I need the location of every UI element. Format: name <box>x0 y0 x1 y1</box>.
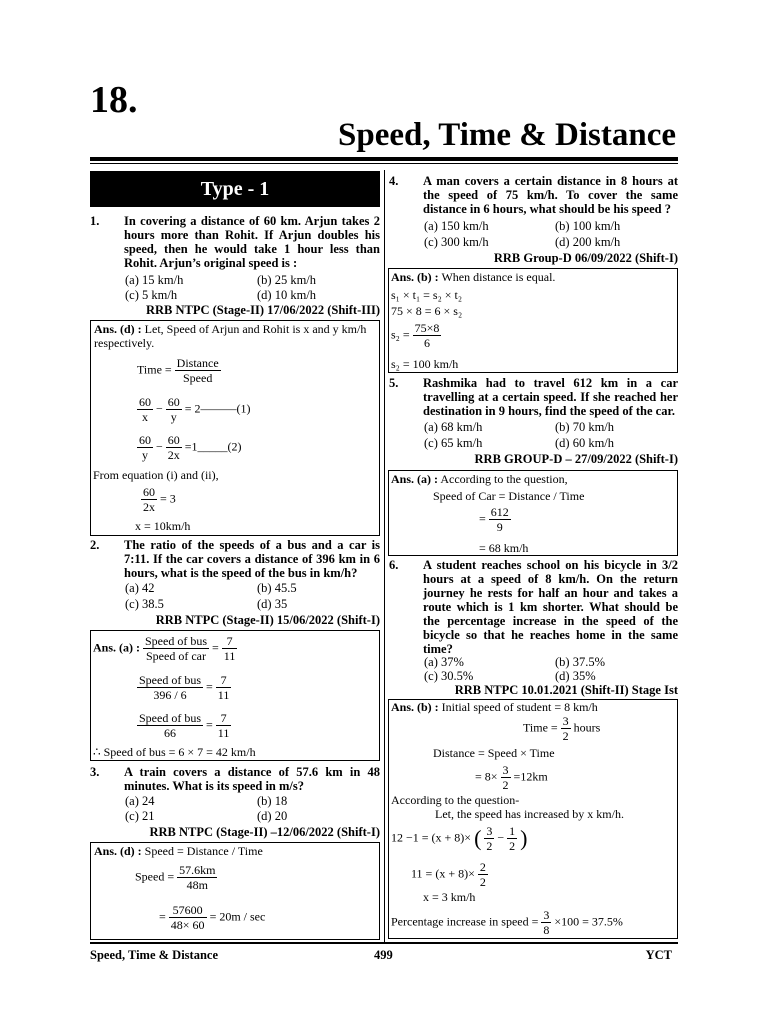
denominator: 11 <box>217 688 230 702</box>
option: (d) 20 <box>257 809 288 823</box>
numerator: 60 <box>139 395 151 409</box>
numerator: 2 <box>479 860 486 874</box>
fraction <box>177 863 217 892</box>
option: (d) 200 km/h <box>555 235 621 249</box>
numerator: 60 <box>143 485 155 499</box>
chapter-title: Speed, Time & Distance <box>338 117 676 153</box>
fraction <box>541 908 551 937</box>
numerator: 60 <box>167 395 180 409</box>
option: (c) 5 km/h <box>125 288 178 302</box>
operator: − <box>156 401 163 416</box>
equation-1 <box>137 395 251 424</box>
numerator: 7 <box>216 673 232 688</box>
option: (a) 150 km/h <box>424 219 489 233</box>
formula-lhs: Speed = <box>135 869 175 884</box>
equation-rhs: =1_____(2) <box>184 439 242 454</box>
equation-rhs: = 2———(1) <box>184 401 251 416</box>
fraction <box>141 485 157 514</box>
numerator: 3 <box>486 824 493 838</box>
title-rule-thin <box>90 163 678 164</box>
column-divider <box>384 170 385 942</box>
option: (c) 65 km/h <box>424 436 483 450</box>
footer-chapter: Speed, Time & Distance <box>90 948 219 962</box>
answer-label: Ans. (a) : <box>391 472 438 486</box>
formula-lhs: Time = <box>137 362 172 377</box>
question-2 <box>90 538 380 580</box>
unit: hours <box>573 720 601 735</box>
time-formula <box>137 356 221 385</box>
fraction <box>507 824 517 853</box>
speed-calc-2 <box>159 903 265 932</box>
option: (c) 300 km/h <box>424 235 489 249</box>
equation-rhs: ×100 = 37.5% <box>554 914 623 929</box>
footer-rule <box>90 942 678 944</box>
denominator: 66 <box>164 726 176 740</box>
option: (b) 100 km/h <box>555 219 621 233</box>
open-paren: ( <box>474 825 482 851</box>
speed-fraction <box>479 505 511 534</box>
formula-lhs: 12 −1 = (x + 8)× <box>391 830 472 845</box>
exam-source: RRB NTPC (Stage-II) 17/06/2022 (Shift-III) <box>145 303 380 317</box>
question-text: A man covers a certain distance in 8 hours at the speed of 75 km/h. To cover the same distance in 6 hours, what should be his speed ? <box>423 174 678 216</box>
fraction <box>413 321 442 350</box>
numerator: Speed of bus <box>145 634 207 648</box>
formula-line: Speed of Car = Distance / Time <box>433 489 585 503</box>
answer-label: Ans. (d) : <box>94 844 142 858</box>
formula-lhs: = 8× <box>475 769 498 784</box>
option: (a) 68 km/h <box>424 420 483 434</box>
answer-intro <box>389 471 677 487</box>
answer-intro <box>91 843 379 859</box>
denominator: Speed of car <box>146 649 206 663</box>
result: = 68 km/h <box>479 541 529 555</box>
denominator: Speed <box>183 371 213 385</box>
equation-line <box>391 321 441 350</box>
option: (a) 37% <box>424 655 464 669</box>
question-number: 4. <box>389 174 399 188</box>
answer-text: Let, Speed of Arjun and Rohit is x and y km/h respectively. <box>94 322 367 350</box>
numerator: 7 <box>222 634 238 649</box>
from-text: From equation (i) and (ii), <box>93 468 219 482</box>
fraction <box>561 714 571 743</box>
exam-source: RRB NTPC 10.01.2021 (Shift-II) Stage Ist <box>454 683 678 697</box>
time-line <box>523 714 600 743</box>
fraction <box>216 673 232 702</box>
question-number: 1. <box>90 214 100 228</box>
operator: − <box>156 439 163 454</box>
question-number: 6. <box>389 558 399 572</box>
percentage-line <box>391 908 623 937</box>
fraction <box>137 711 203 740</box>
numerator: 57600 <box>169 903 207 918</box>
fraction <box>175 356 221 385</box>
answer-label: Ans. (b) : <box>391 700 439 714</box>
fraction <box>484 824 494 853</box>
answer-box-3 <box>90 842 380 940</box>
numerator: 60 <box>139 433 151 447</box>
fraction <box>478 860 488 889</box>
option: (c) 38.5 <box>125 597 164 611</box>
exam-source: RRB Group-D 06/09/2022 (Shift-I) <box>493 251 678 265</box>
result: x = 3 km/h <box>423 890 476 904</box>
equation-rhs: =12km <box>513 769 548 784</box>
denominator: 48× 60 <box>170 918 205 932</box>
answer-intro <box>389 269 677 285</box>
fraction <box>489 505 511 534</box>
type-banner: Type - 1 <box>90 171 380 207</box>
denominator: 396 / 6 <box>153 688 187 702</box>
answer-box-6 <box>388 699 678 939</box>
denominator: x <box>142 410 148 424</box>
denominator: 11 <box>217 726 230 740</box>
option: (b) 45.5 <box>257 581 297 595</box>
option: (d) 35% <box>555 669 596 683</box>
denominator: 2 <box>509 839 516 853</box>
page-number: 499 <box>374 948 393 962</box>
option: (b) 70 km/h <box>555 420 615 434</box>
distance-calc <box>475 763 548 792</box>
answer-label: Ans. (a) : <box>93 640 140 655</box>
ratio-2 <box>137 673 231 702</box>
numerator: Distance <box>176 356 219 370</box>
answer-box-4 <box>388 268 678 373</box>
denominator: 6 <box>424 336 431 350</box>
publisher-mark: YCT <box>645 948 672 962</box>
result: ∴ Speed of bus = 6 × 7 = 42 km/h <box>93 745 256 759</box>
exam-source: RRB GROUP-D – 27/09/2022 (Shift-I) <box>474 452 678 466</box>
formula-lhs: Time = <box>523 720 558 735</box>
denominator: 2x <box>143 500 155 514</box>
equation-rhs: = 20m / sec <box>209 909 266 924</box>
distance-formula: Distance = Speed × Time <box>433 746 555 760</box>
answer-label: Ans. (d) : <box>94 322 142 336</box>
answer-text: Initial speed of student = 8 km/h <box>438 700 598 714</box>
equation-1 <box>391 824 528 853</box>
exam-source: RRB NTPC (Stage-II) 15/06/2022 (Shift-I) <box>155 613 380 627</box>
option: (a) 15 km/h <box>125 273 184 287</box>
answer-box-1 <box>90 320 380 536</box>
numerator: 3 <box>543 908 550 922</box>
fraction <box>166 433 182 462</box>
formula-lhs: Percentage increase in speed = <box>391 914 539 929</box>
fraction <box>137 673 203 702</box>
question-number: 5. <box>389 376 399 390</box>
answer-intro <box>389 700 677 714</box>
denominator: 2 <box>502 778 509 792</box>
numerator: 7 <box>216 711 232 726</box>
option: (b) 25 km/h <box>257 273 317 287</box>
fraction <box>222 634 238 663</box>
result: s₂ = 100 km/h <box>391 357 459 371</box>
option: (c) 21 <box>125 809 155 823</box>
speed-calc-1 <box>135 863 217 892</box>
operator: = <box>212 640 219 655</box>
equation-rhs: = 3 <box>160 491 176 506</box>
fraction <box>137 433 153 462</box>
numerator: Speed of bus <box>139 673 201 687</box>
question-number: 2. <box>90 538 100 552</box>
option: (b) 37.5% <box>555 655 605 669</box>
option: (d) 10 km/h <box>257 288 317 302</box>
option: (d) 35 <box>257 597 288 611</box>
denominator: 2x <box>167 448 180 462</box>
numerator: Speed of bus <box>139 711 201 725</box>
answer-text: When distance is equal. <box>438 270 556 284</box>
question-text: A train covers a distance of 57.6 km in 48 minutes. What is its speed in m/s? <box>124 765 380 793</box>
title-rule <box>90 157 678 161</box>
option: (c) 30.5% <box>424 669 474 683</box>
formula-lhs: s₂ = <box>391 327 410 342</box>
fraction <box>216 711 232 740</box>
answer-text: Speed = Distance / Time <box>141 844 263 858</box>
equation-line: 75 × 8 = 6 × s₂ <box>391 304 463 318</box>
according-text: According to the question- <box>391 793 520 807</box>
question-number: 3. <box>90 765 100 779</box>
close-paren: ) <box>520 825 528 851</box>
numerator: 612 <box>490 505 509 519</box>
denominator: 2 <box>479 875 486 889</box>
fraction <box>143 634 209 663</box>
denominator: 8 <box>543 923 550 937</box>
operator: = <box>206 679 213 694</box>
fraction <box>137 395 153 424</box>
denominator: 2 <box>486 839 493 853</box>
question-text: Rashmika had to travel 612 km in a car travelling at a certain speed. If she reached her destination in 9 hours, find the speed of the car. <box>423 376 678 418</box>
question-5 <box>389 376 678 418</box>
equation-line: s₁ × t₁ = s₂ × t₂ <box>391 288 463 302</box>
operator: = <box>159 909 166 924</box>
answer-label: Ans. (b) : <box>391 270 439 284</box>
question-3 <box>90 765 380 793</box>
fraction <box>166 395 182 424</box>
let-text: Let, the speed has increased by x km/h. <box>435 807 624 821</box>
option: (b) 18 <box>257 794 288 808</box>
question-4 <box>389 174 678 216</box>
chapter-number: 18. <box>90 79 138 121</box>
denominator: 48m <box>186 878 208 892</box>
exam-source: RRB NTPC (Stage-II) –12/06/2022 (Shift-I) <box>149 825 380 839</box>
ratio-1 <box>93 634 237 663</box>
numerator: 75×8 <box>414 321 440 335</box>
formula-lhs: 11 = (x + 8)× <box>411 866 475 881</box>
question-text: A student reaches school on his bicycle in 3/2 hours at a speed of 8 km/h. On the return journey he rests for half an hour and takes a route which is 1 km shorter. What should be the percentage increase in the speed of the bicycle so that he reaches home in the same time? <box>423 558 678 656</box>
operator: = <box>206 717 213 732</box>
question-6 <box>389 558 678 656</box>
denominator: 11 <box>223 649 236 663</box>
ratio-3 <box>137 711 231 740</box>
numerator: 3 <box>562 714 569 728</box>
operator: = <box>479 511 486 526</box>
equation-2 <box>411 860 488 889</box>
answer-box-5 <box>388 470 678 556</box>
option: (d) 60 km/h <box>555 436 615 450</box>
numerator: 1 <box>509 824 516 838</box>
denominator: y <box>142 448 148 462</box>
denominator: y <box>170 410 177 424</box>
denominator: 9 <box>496 520 503 534</box>
question-text: In covering a distance of 60 km. Arjun takes 2 hours more than Rohit. If Arjun doubles his speed, then he would take 1 hour less than Rohit. Arjun’s original speed is : <box>124 214 380 270</box>
numerator: 57.6km <box>179 863 216 877</box>
answer-box-2 <box>90 630 380 761</box>
denominator: 2 <box>562 729 569 743</box>
option: (a) 42 <box>125 581 155 595</box>
operator: − <box>497 830 505 845</box>
equation-2 <box>137 433 242 462</box>
fraction <box>169 903 207 932</box>
numerator: 3 <box>502 763 509 777</box>
option: (a) 24 <box>125 794 155 808</box>
equation-3 <box>141 485 176 514</box>
question-text: The ratio of the speeds of a bus and a car is 7:11. If the car covers a distance of 396 km in 6 hours, what is the speed of the bus in km/h? <box>124 538 380 580</box>
fraction <box>501 763 511 792</box>
answer-intro <box>91 321 379 351</box>
result: x = 10km/h <box>135 519 191 533</box>
answer-text: According to the question, <box>438 472 568 486</box>
question-1 <box>90 214 380 270</box>
numerator: 60 <box>167 433 180 447</box>
